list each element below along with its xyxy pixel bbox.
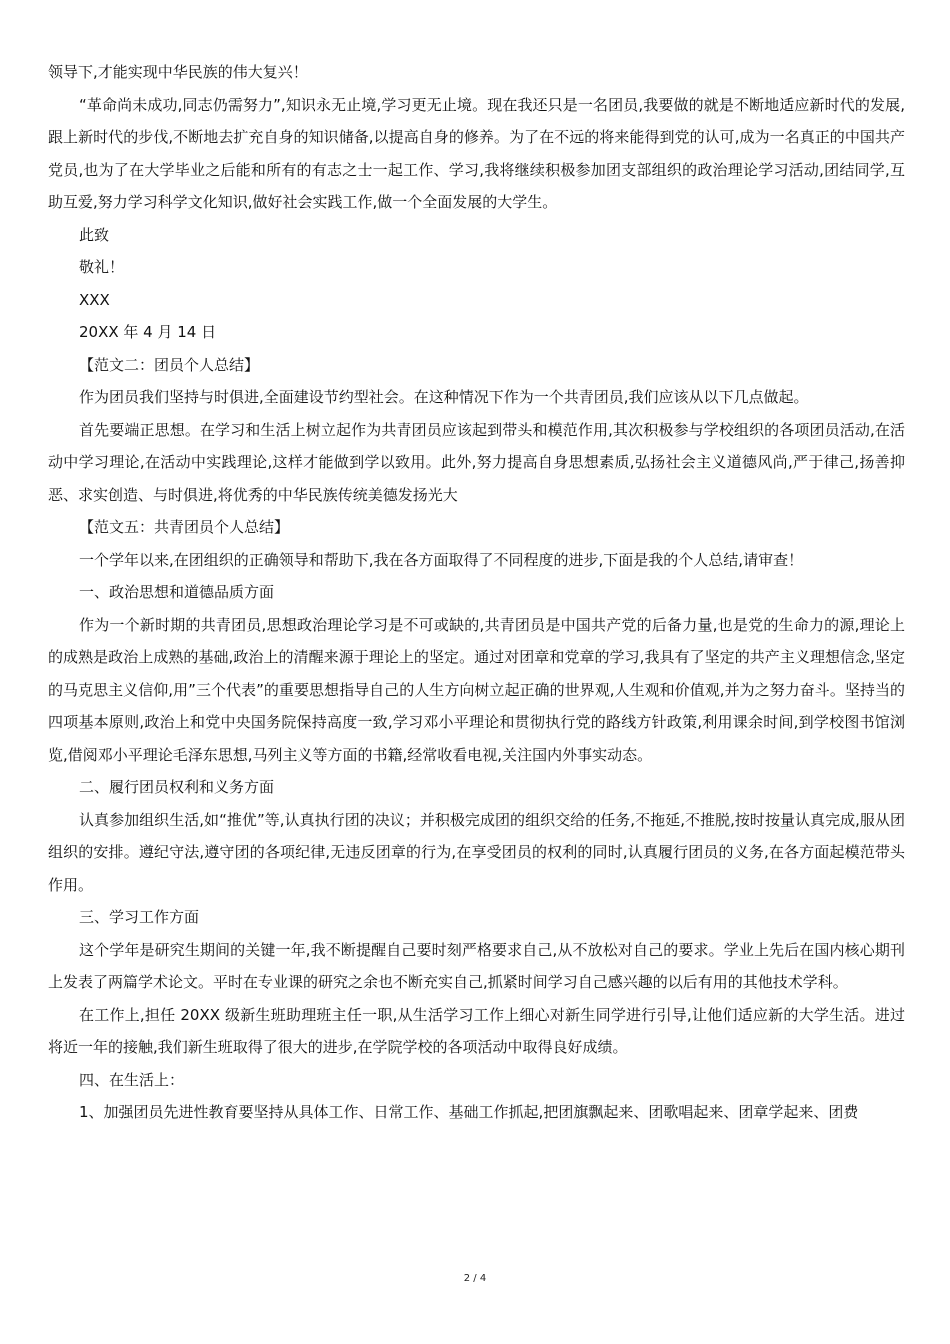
page-number: 2 / 4	[463, 1273, 487, 1284]
paragraph: 领导下,才能实现中华民族的伟大复兴！	[48, 63, 308, 81]
signature-date: 20XX 年 4 月 14 日	[79, 323, 217, 341]
paragraph: 一个学年以来,在团组织的正确领导和帮助下,我在各方面取得了不同程度的进步,下面是我的个人总结,请审查！	[79, 550, 804, 569]
paragraph: 1、加强团员先进性教育要坚持从具体工作、日常工作、基础工作抓起,把团旗飘起来、团歌唱起来、团章学起来、团费	[79, 1103, 859, 1121]
paragraph: 首先要端正思想。在学习和生活上树立起作为共青团员应该起到带头和模范作用,其次积极参与学校组织的各项团员活动,在活动中学习理论,在活动中实践理论,这样才能做到学以致用。此外,努力提高自身思想素质,弘扬社会主义道德风尚,严于律己,扬善抑恶、求实创造、与时俱进,将优秀的中华民族传统美德发扬光大	[48, 420, 905, 504]
document-page	[48, 56, 905, 1129]
section-heading: 【范文二：团员个人总结】	[79, 355, 260, 374]
paragraph: 作为团员我们坚持与时俱进,全面建设节约型社会。在这种情况下作为一个共青团员,我们应该从以下几点做起。	[79, 388, 809, 406]
paragraph: 这个学年是研究生期间的关键一年,我不断提醒自己要时刻严格要求自己,从不放松对自己的要求。学业上先后在国内核心期刊上发表了两篇学术论文。平时在专业课的研究之余也不断充实自己,抓紧时间学习自己感兴趣的以后有用的其他技术学科。	[48, 940, 905, 991]
subsection-heading: 二、履行团员权利和义务方面	[79, 778, 275, 796]
closing-regards: 敬礼！	[79, 258, 125, 276]
subsection-heading: 一、政治思想和道德品质方面	[79, 583, 275, 601]
section-heading: 【范文五：共青团员个人总结】	[79, 518, 290, 536]
paragraph: 在工作上,担任 20XX 级新生班助理班主任一职,从生活学习工作上细心对新生同学进行引导,让他们适应新的大学生活。进过将近一年的接触,我们新生班取得了很大的进步,在学院学校的各项活动中取得良好成绩。	[48, 1005, 905, 1056]
signature-name: XXX	[79, 290, 110, 309]
paragraph: 认真参加组织生活,如“推优”等,认真执行团的决议；并积极完成团的组织交给的任务,不拖延,不推脱,按时按量认真完成,服从团组织的安排。遵纪守法,遵守团的各项纪律,无违反团章的行为,在享受团员的权利的同时,认真履行团员的义务,在各方面起模范带头作用。	[48, 810, 905, 894]
subsection-heading: 三、学习工作方面	[79, 908, 200, 926]
paragraph: 作为一个新时期的共青团员,思想政治理论学习是不可或缺的,共青团员是中国共产党的后备力量,也是党的生命力的源,理论上的成熟是政治上成熟的基础,政治上的清醒来源于理论上的坚定。通过对团章和党章的学习,我具有了坚定的共产主义理想信念,坚定的马克思主义信仰,用”三个代表”的重要思想指导自己的人生方向树立起正确的世界观,人生观和价值观,并为之努力奋斗。坚持当的四项基本原则,政治上和党中央国务院保持高度一致,学习邓小平理论和贯彻执行党的路线方针政策,利用课余时间,到学校图书馆浏览,借阅邓小平理论毛泽东思想,马列主义等方面的书籍,经常收看电视,关注国内外事实动态。	[48, 615, 905, 764]
closing-salutation: 此致	[79, 225, 110, 244]
paragraph: “革命尚未成功,同志仍需努力”,知识永无止境,学习更无止境。现在我还只是一名团员,我要做的就是不断地适应新时代的发展,跟上新时代的步伐,不断地去扩充自身的知识储备,以提高自身的修养。为了在不远的将来能得到党的认可,成为一名真正的中国共产党员,也为了在大学毕业之后能和所有的有志之士一起工作、学习,我将继续积极参加团支部组织的政治理论学习活动,团结同学,互助互爱,努力学习科学文化知识,做好社会实践工作,做一个全面发展的大学生。	[48, 95, 905, 211]
subsection-heading: 四、在生活上：	[79, 1070, 185, 1089]
